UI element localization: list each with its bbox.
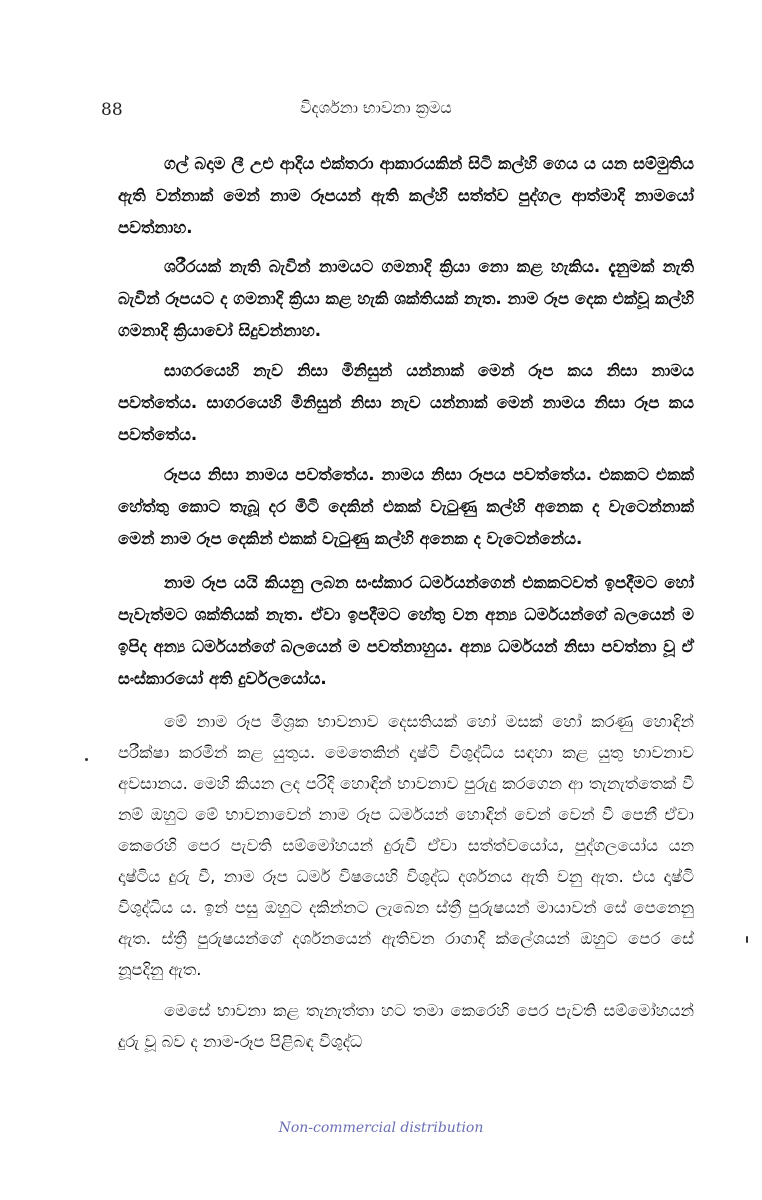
paragraph: නාම රූප යයි කියනු ලබන සංස්කාර ධර්මයන්ගෙන් එකකටවත් ඉපදීමට හෝ පැවැත්මට ශක්තියක් නැත. ඒවා ඉපදීමට හේතු වන අන්‍ය ධර්මයන්ගේ බලයෙන් ම ඉපිද අන්‍ය ධර්මයන්ගේ බලයෙන් ම පවත්නාහුය. අන්‍ය ධර්මයන් නිසා පවත්නා වූ ඒ සංස්කාරයෝ අති දුර්වලයෝය. xyxy=(118,573,694,688)
paragraph: ගල් බදාම ලී උළු ආදිය එක්තරා ආකාරයකින් සිටි කල්හි ගෙය ය යන සම්මුතිය ඇති වන්නාක් මෙන් නාම රූපයන් ඇති කල්හි සත්ත්ව පුද්ගල ආත්මාදි නාමයෝ පවත්නාහ. xyxy=(118,154,694,237)
distribution-notice: Non-commercial distribution xyxy=(278,1120,484,1136)
paragraph: ශරීරයක් නැති බැවින් නාමයට ගමනාදි ක්‍රියා නො කළ හැකිය. දැනුමක් නැති බැවින් රූපයට ද ගමනාදි ක්‍රියා කළ හැකි ශක්තියක් නැත. නාම රූප දෙක එක්වූ කල්හි ගමනාදි ක්‍රියාවෝ සිදුවන්නාහ. xyxy=(118,257,694,340)
page-number: 88 xyxy=(101,100,123,120)
scan-speck xyxy=(746,936,748,943)
paragraph: මේ නාම රූප මිශ්‍රක භාවනාව දෙසතියක් හෝ මසක් හෝ කරණු හොඳින් පරීක්ෂා කරමින් කළ යුතුය. මෙතෙකින් දෘෂ්ටි විශුද්ධිය සඳහා කළ යුතු භාවනාව අවසානය. මෙහි කියන ලද පරිදි හොඳින් භාවනාව පුරුදු කරගෙන ආ තැනැත්තෙක් වී නම් ඔහුට මේ භාවනාවෙන් නාම රූප ධර්මයන් හොඳින් වෙන් වෙන් වී පෙනී ඒවා කෙරෙහි පෙර පැවති සම්මෝහයන් දුරුවී ඒවා සත්ත්වයෝය, පුද්ගලයෝය යන දෘෂ්ටිය දුරු වී, නාම රූප ධර්ම විෂයෙහි විශුද්ධ දර්ශනය ඇති වනු ඇත. එය දෘෂ්ටි විශුද්ධිය ය. ඉන් පසු ඔහුට දකින්නට ලැබෙන ස්ත්‍රී පුරුෂයන් මායාවන් සේ පෙනෙනු ඇත. ස්ත්‍රී පුරුෂයන්ගේ දර්ශනයෙන් ඇතිවන රාගාදි ක්ලේශයන් ඔහුට පෙර සේ නූපදිනු ඇත. xyxy=(118,712,694,979)
normal-section xyxy=(118,706,694,1057)
paragraph: මෙසේ භාවනා කළ තැනැත්තා හට තමා කෙරෙහි පෙර පැවති සම්මෝහයන් දුරු වූ බව ද නාම-රූප පිළිබඳ විශුද්ධ xyxy=(118,1001,694,1051)
bold-section xyxy=(118,148,694,695)
scan-speck xyxy=(85,758,88,761)
paragraph: රූපය නිසා නාමය පවත්තේය. නාමය නිසා රූපය පවත්තේය. එකකට එකක් හේත්තු කොට තැබූ දර මිටි දෙකින් එකක් වැටුණු කල්හි අනෙක ද වැටෙන්නාක් මෙන් නාම රූප දෙකින් එකක් වැටුණු කල්හි අනෙක ද වැටෙන්නේය. xyxy=(118,465,694,548)
running-title: විදර්ශනා භාවනා ක්‍රමය xyxy=(300,98,452,117)
paragraph: සාගරයෙහි නැව නිසා මිනිසුන් යන්නාක් මෙන් රූප කය නිසා නාමය පවත්තේය. සාගරයෙහි මිනිසුන් නිසා නැව යන්නාක් මෙන් නාමය නිසා රූප කය පවත්තේය. xyxy=(118,361,694,444)
